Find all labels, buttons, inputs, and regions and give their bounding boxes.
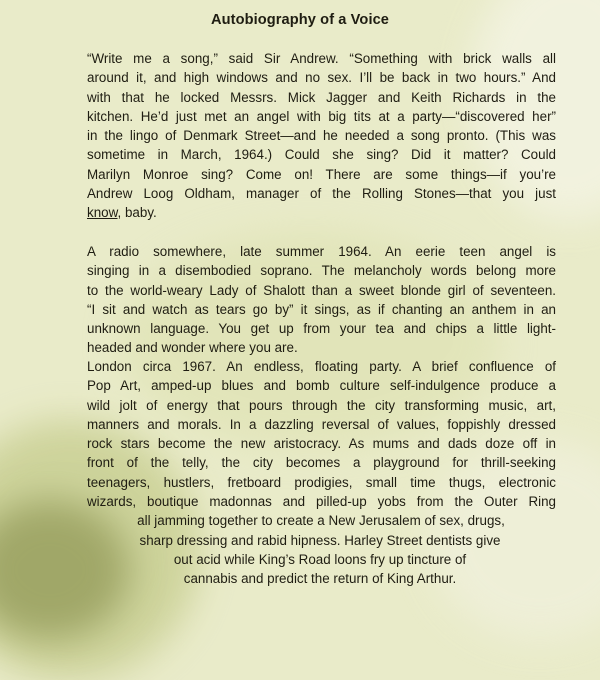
text-line: front of the telly, the city becomes a playground for thrill-seeking: [87, 455, 556, 471]
text-line: sharp dressing and rabid hipness. Harley Street dentists give: [139, 532, 501, 548]
text-line: headed and wonder where you are.: [87, 340, 298, 356]
text-line: singing in a disembodied soprano. The melancholy words belong more: [87, 263, 556, 279]
text-line: all jamming together to create a New Jerusalem of sex, drugs,: [137, 513, 505, 529]
text-line: manners and morals. In a dazzling reversal of values, foppishly dressed: [87, 416, 556, 432]
paragraph-2: [87, 242, 556, 358]
text-line: kitchen. He’d just met an angel with big tits at a party—“discovered her”: [87, 108, 556, 124]
text-line: [87, 203, 556, 222]
paragraph-1: [87, 49, 556, 223]
text-line: cannabis and predict the return of King Arthur.: [183, 571, 457, 587]
page-title: Autobiography of a Voice: [210, 12, 390, 28]
text-line: around it, and high windows and no sex. I’ll be back in two hours.” And: [87, 70, 556, 86]
text-line: out acid while King’s Road loons fry up tincture of: [173, 551, 467, 567]
text-line: with that he locked Messrs. Mick Jagger and Keith Richards in the: [87, 89, 556, 105]
underlined-word: know: [87, 205, 118, 221]
text-line: teenagers, hustlers, fretboard prodigies, small time thugs, electronic: [87, 474, 556, 490]
text-line: London circa 1967. An endless, floating party. A brief confluence of: [87, 359, 556, 374]
text-line: Marilyn Monroe sing? Come on! There are some things—if you’re: [87, 166, 556, 182]
text-line: Pop Art, amped-up blues and bomb culture self-indulgence produce a: [87, 378, 556, 394]
text-line: “I sit and watch as tears go by” it sings, as if chanting an anthem in an: [87, 301, 556, 317]
text-line: sometime in March, 1964.) Could she sing? Did it matter? Could: [87, 147, 556, 163]
text-line: wild jolt of energy that pours through the city transforming music, art,: [87, 397, 556, 413]
text-fragment: , baby.: [117, 205, 157, 221]
text-line: to the world-weary Lady of Shalott than a sweet blonde girl of seventeen.: [87, 282, 556, 298]
text-line: “Write me a song,” said Sir Andrew. “Something with brick walls all: [87, 51, 556, 66]
text-line: in the lingo of Denmark Street—and he needed a song pronto. (This was: [87, 128, 556, 144]
text-line: A radio somewhere, late summer 1964. An eerie teen angel is: [87, 244, 556, 259]
text-line: wizards, boutique madonnas and pilled-up yobs from the Outer Ring: [87, 494, 556, 510]
text-line: rock stars become the new aristocracy. As mums and dads doze off in: [87, 436, 556, 452]
paragraph-3: [87, 357, 556, 589]
text-line: unknown language. You get up from your tea and chips a little light-: [87, 321, 556, 337]
text-line: Andrew Loog Oldham, manager of the Rolling Stones—that you just: [87, 186, 556, 202]
